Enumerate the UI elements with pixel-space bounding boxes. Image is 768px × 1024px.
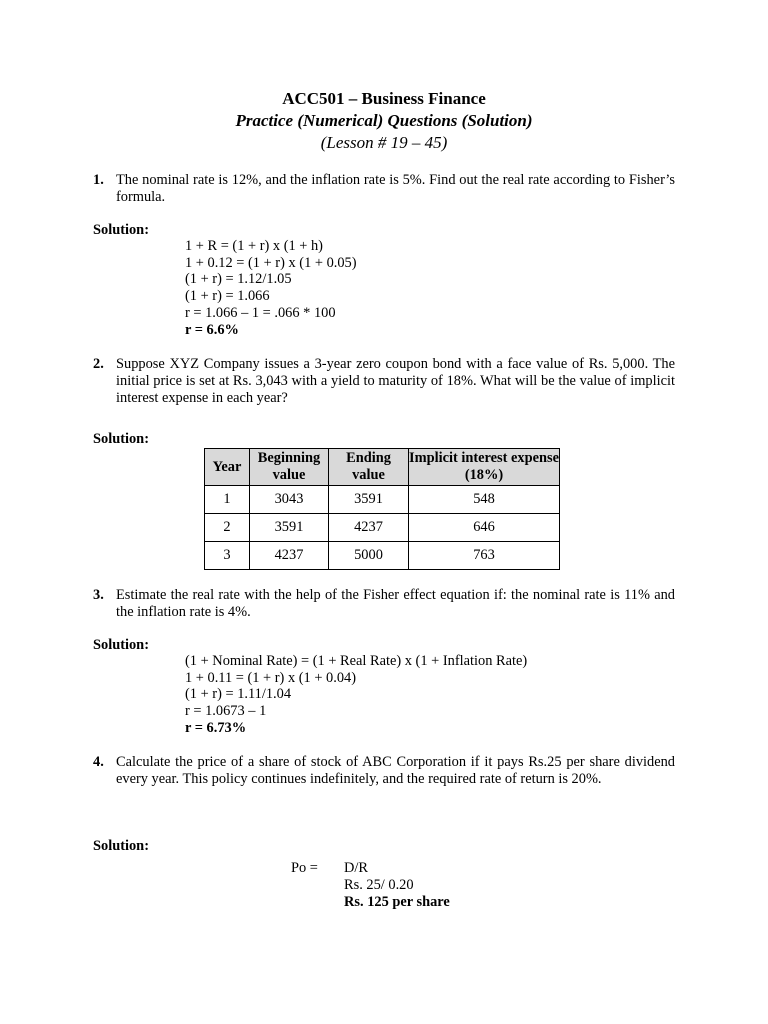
question-text: Suppose XYZ Company issues a 3-year zero coupon bond with a face value of Rs. 5,000. The initial price is set at Rs. 3,043 with a yield to maturity of 18%. What will be the value of implicit interest expense in each year? (116, 356, 675, 406)
document-subtitle: Practice (Numerical) Questions (Solution) (235, 111, 533, 130)
table-cell: 3 (205, 542, 250, 570)
solution-line: (1 + Nominal Rate) = (1 + Real Rate) x (1 + Inflation Rate) (185, 653, 528, 669)
solution-line: 1 + 0.12 = (1 + r) x (1 + 0.05) (185, 254, 357, 271)
table-header: Implicit interest expense (18%) (409, 449, 560, 486)
solution-label: Solution: (93, 637, 149, 653)
table-header: Ending value (329, 449, 409, 486)
table-cell: 548 (409, 486, 560, 514)
question-number: 2. (93, 356, 104, 372)
document-title: ACC501 – Business Finance (282, 89, 486, 108)
table-cell: 3591 (250, 514, 329, 542)
solution-answer: Rs. 125 per share (344, 894, 450, 910)
question-number: 1. (93, 172, 104, 188)
solution-line: (1 + r) = 1.11/1.04 (185, 686, 292, 703)
table-header: Year (205, 449, 250, 486)
solution-steps (185, 238, 357, 338)
question-number: 4. (93, 754, 104, 770)
table-cell: 1 (205, 486, 250, 514)
table-header: Beginning value (250, 449, 329, 486)
solution-line: r = 1.0673 – 1 (185, 703, 267, 720)
solution-line: (1 + r) = 1.066 (185, 288, 270, 305)
solution-line: r = 1.066 – 1 = .066 * 100 (185, 304, 336, 321)
table-cell: 2 (205, 514, 250, 542)
table-cell: 4237 (250, 542, 329, 570)
solution-line: Rs. 25/ 0.20 (344, 877, 414, 893)
solution-answer: r = 6.6% (185, 321, 239, 338)
solution-steps (185, 653, 527, 737)
solution-label: Solution: (93, 222, 149, 238)
price-formula-label: Po = (291, 860, 318, 876)
table-cell: 3043 (250, 486, 329, 514)
table-cell: 3591 (329, 486, 409, 514)
table-row (205, 514, 560, 542)
table-cell: 5000 (329, 542, 409, 570)
table-cell: 646 (409, 514, 560, 542)
table-row (205, 542, 560, 570)
question-text: Calculate the price of a share of stock of ABC Corporation if it pays Rs.25 per share dividend every year. This policy continues indefinitely, and the required rate of return is 20%. (116, 754, 675, 787)
solution-line: 1 + 0.11 = (1 + r) x (1 + 0.04) (185, 669, 357, 686)
question-text: The nominal rate is 12%, and the inflation rate is 5%. Find out the real rate according to Fisher’s formula. (116, 172, 675, 205)
solution-answer: r = 6.73% (185, 719, 247, 736)
table-header-row (205, 449, 560, 486)
table-row (205, 486, 560, 514)
lesson-range: (Lesson # 19 – 45) (320, 133, 448, 152)
question-number: 3. (93, 587, 104, 603)
table-cell: 763 (409, 542, 560, 570)
solution-steps (344, 860, 450, 911)
table-cell: 4237 (329, 514, 409, 542)
question-text: Estimate the real rate with the help of the Fisher effect equation if: the nominal rate is 11% and the inflation rate is 4%. (116, 587, 675, 620)
interest-expense-table (204, 448, 560, 570)
solution-label: Solution: (93, 431, 149, 447)
solution-label: Solution: (93, 838, 149, 854)
solution-line: 1 + R = (1 + r) x (1 + h) (185, 238, 323, 254)
solution-line: (1 + r) = 1.12/1.05 (185, 271, 292, 288)
solution-line: D/R (344, 860, 368, 876)
